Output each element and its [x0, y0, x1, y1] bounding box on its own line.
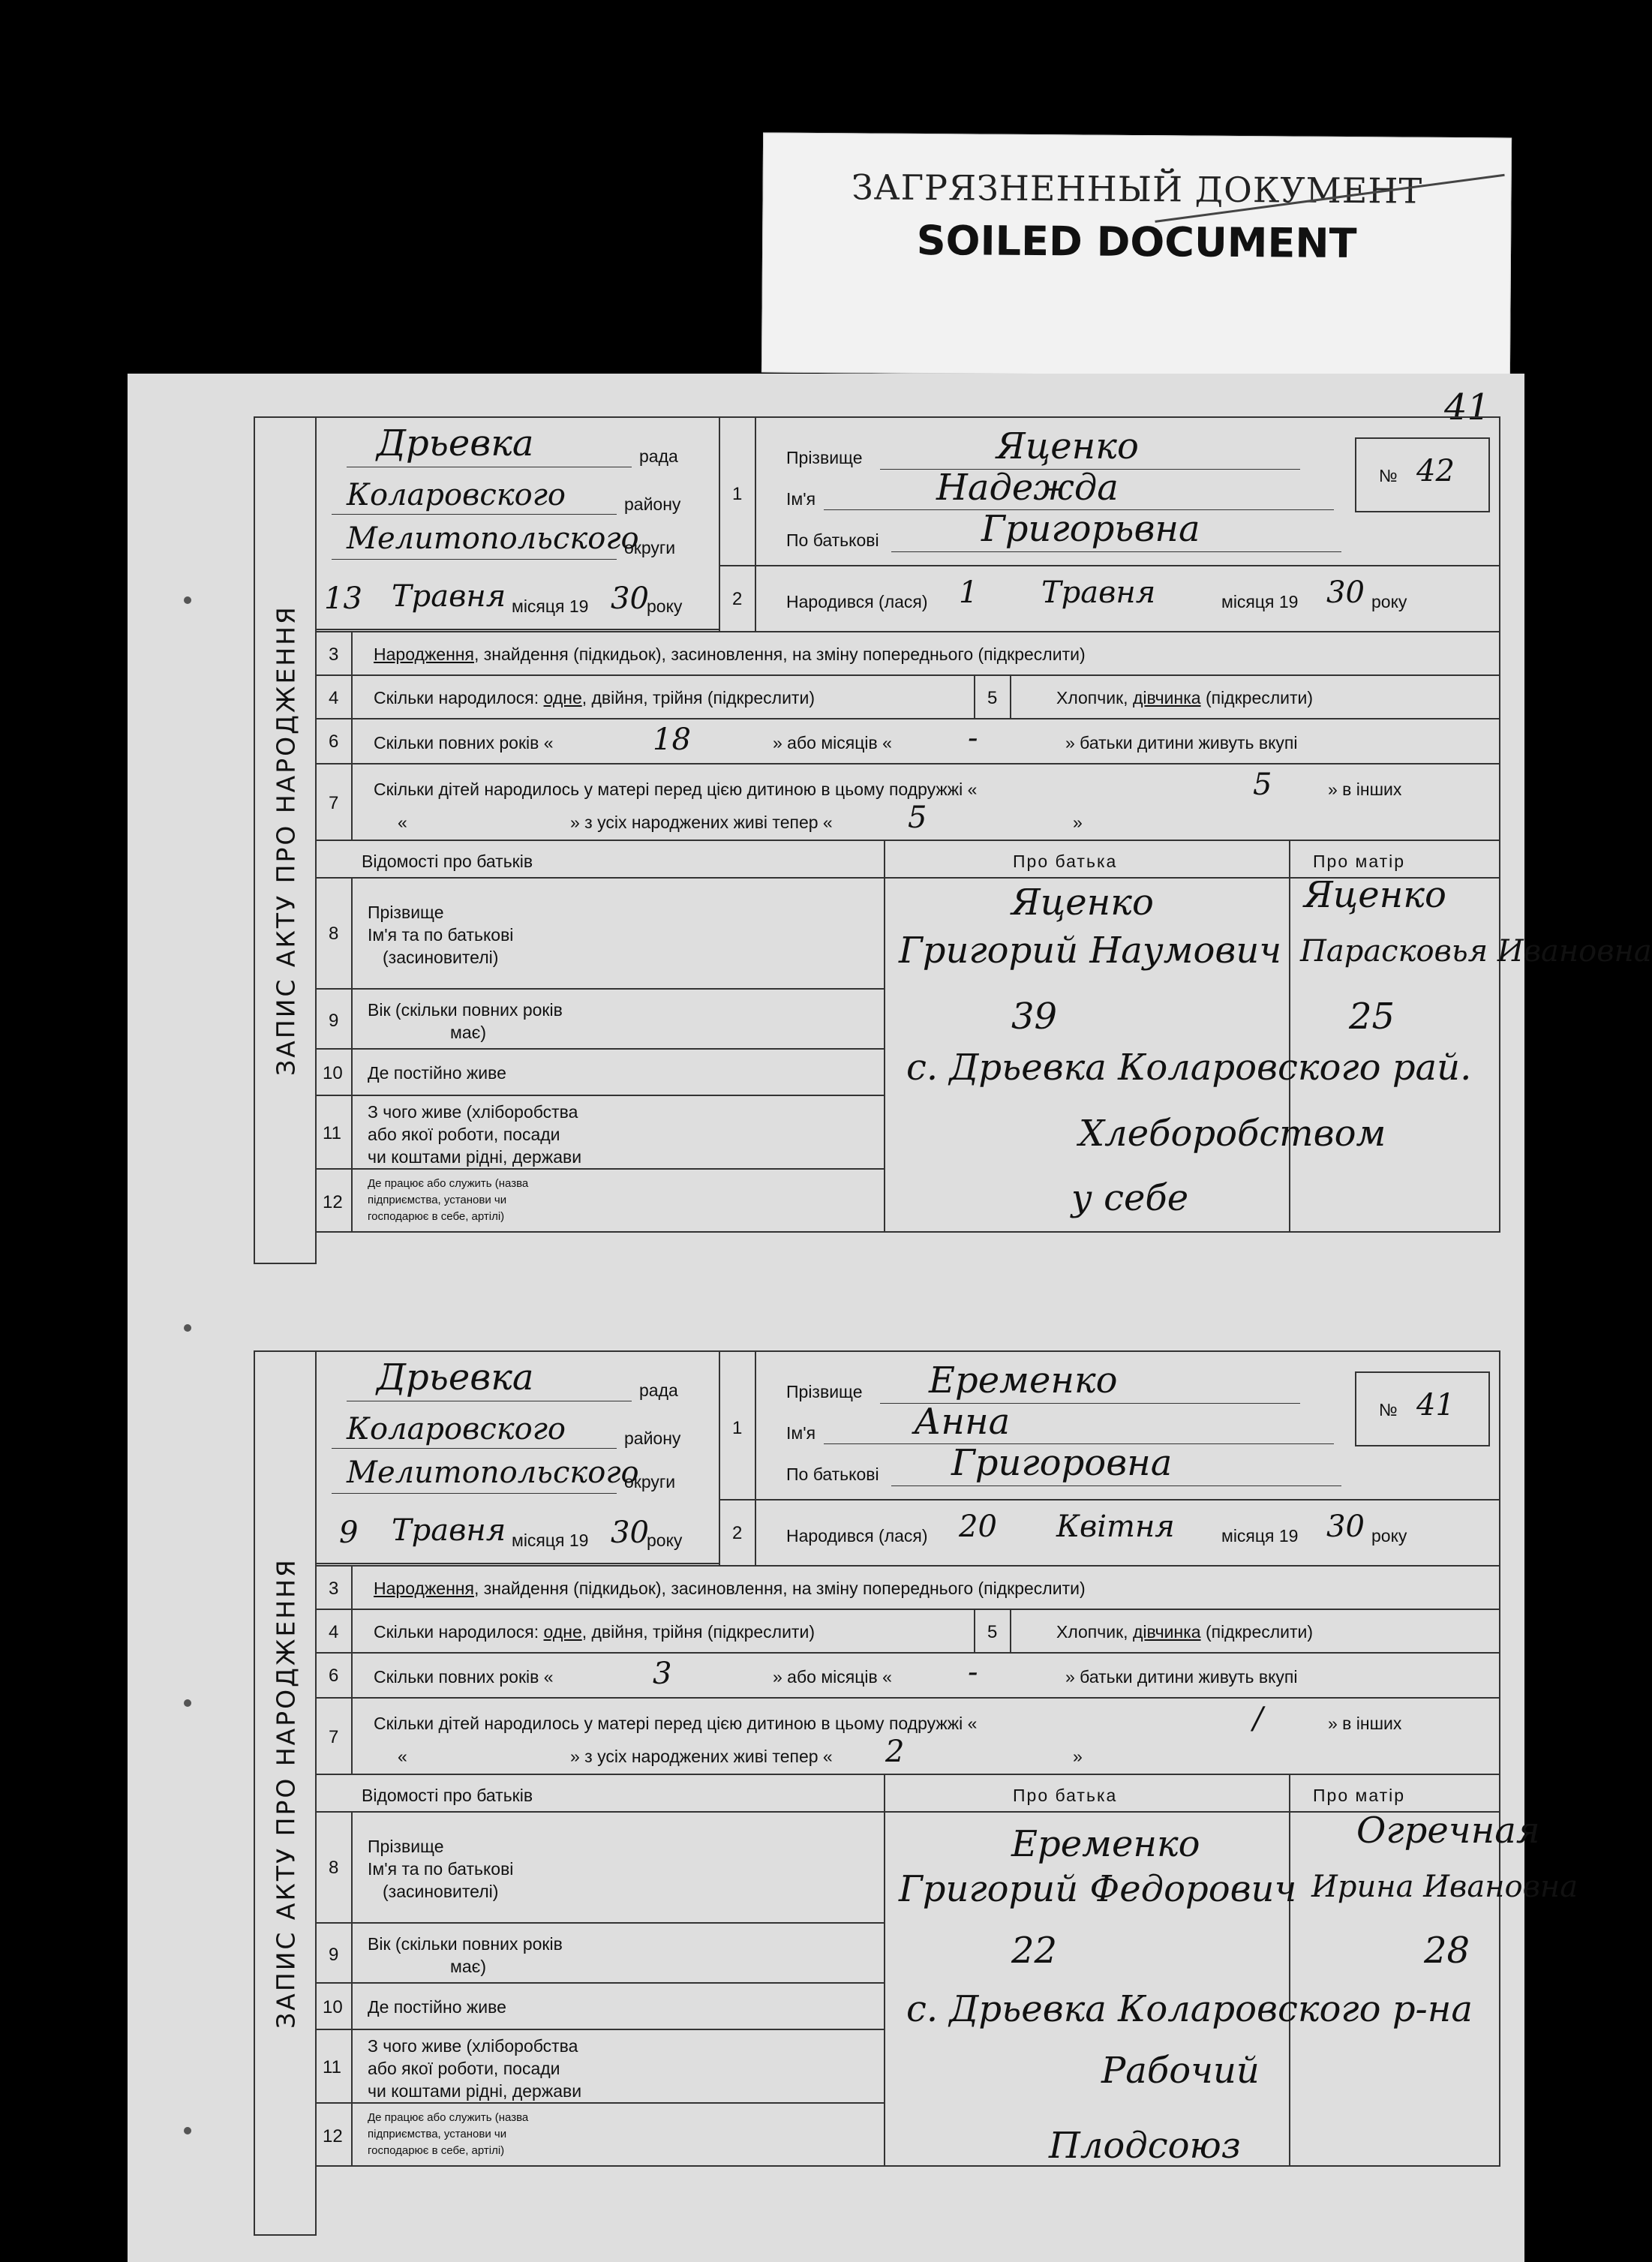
row5-rest: (підкреслити) — [1200, 1622, 1314, 1642]
row-number-2: 2 — [732, 1523, 743, 1543]
r8-b: Ім'я та по батькові — [368, 925, 514, 945]
row7-quote-end: » — [1073, 813, 1083, 832]
father-name: Григорий Наумович — [899, 930, 1282, 972]
record-number-label: № — [1379, 1400, 1398, 1419]
row7-quote: « — [398, 1747, 407, 1766]
birth-month: Квітня — [1056, 1510, 1175, 1544]
mother-header: Про матір — [1313, 852, 1406, 871]
row-number-5: 5 — [987, 688, 998, 708]
row-number-6: 6 — [329, 731, 339, 752]
reg-year: 30 — [611, 1516, 649, 1550]
row7-other-label: » в інших — [1328, 1714, 1402, 1733]
row4-rest: , двійня, трійня (підкреслити) — [581, 688, 815, 707]
reg-year: 30 — [611, 581, 649, 616]
registration-block — [315, 1350, 720, 1564]
row4-label: Скільки народилося: — [374, 1622, 544, 1642]
r11-a: З чого живе (хліборобства — [368, 2036, 578, 2056]
record-number-box — [1355, 1371, 1490, 1446]
name-label: Ім'я — [786, 489, 816, 509]
row7-quote: « — [398, 813, 407, 832]
name-label: Ім'я — [786, 1423, 816, 1443]
r11-c: чи коштами рідні, держави — [368, 1147, 582, 1167]
r8-c: (засиновителі) — [383, 1882, 499, 1901]
birth-month-label: місяця 19 — [1221, 592, 1299, 611]
row5-rest: (підкреслити) — [1200, 688, 1314, 707]
row-number-5: 5 — [987, 1622, 998, 1642]
row-5 — [1010, 1609, 1500, 1654]
r10: Де постійно живе — [368, 1063, 506, 1083]
okruh-value: Мелитопольского — [347, 521, 639, 556]
r12-b: підприємства, установи чи — [368, 2128, 507, 2140]
row5-label: Хлопчик, — [1056, 688, 1133, 707]
raion-value: Коларовского — [347, 478, 566, 512]
children-before: 5 — [1253, 768, 1272, 802]
r11-a: З чого живе (хліборобства — [368, 1102, 578, 1122]
row-8-label — [351, 877, 885, 990]
row-number-4: 4 — [329, 1622, 339, 1642]
birth-type-selected: Народження — [374, 1579, 474, 1598]
r8-a: Прізвище — [368, 1837, 444, 1856]
children-alive: 5 — [908, 801, 927, 835]
punch-hole — [184, 1699, 191, 1707]
row-3 — [351, 631, 1500, 676]
r12-a: Де працює або служить (назва — [368, 1177, 529, 1190]
row-4 — [351, 1609, 975, 1654]
row4-rest: , двійня, трійня (підкреслити) — [581, 1622, 815, 1642]
father-surname: Еременко — [1011, 1823, 1200, 1865]
row-number-10: 10 — [323, 1997, 343, 2017]
reg-year-label: року — [647, 1531, 683, 1550]
r8-a: Прізвище — [368, 903, 444, 922]
okruh-value: Мелитопольского — [347, 1455, 639, 1490]
r12-b: підприємства, установи чи — [368, 1194, 507, 1206]
reg-day: 9 — [339, 1516, 359, 1550]
side-title-cell — [254, 1350, 317, 2236]
patronymic-label: По батькові — [786, 1464, 879, 1484]
birth-year: 30 — [1326, 1510, 1365, 1544]
birth-record-2 — [254, 1350, 1578, 2243]
mother-name: Ирина Ивановна — [1311, 1870, 1578, 1904]
stamp-text-en: SOILED DOCUMENT — [916, 216, 1357, 268]
r9-b: має) — [450, 1957, 486, 1976]
children-alive: 2 — [885, 1735, 905, 1769]
r11-c: чи коштами рідні, держави — [368, 2081, 582, 2101]
r11-b: або якої роботи, посади — [368, 1125, 560, 1144]
birth-day: 1 — [959, 575, 978, 610]
row-number-10: 10 — [323, 1063, 343, 1083]
r9-b: має) — [450, 1023, 486, 1042]
row7-alive-label: » з усіх народжених живі тепер « — [570, 1747, 833, 1766]
rada-label: рада — [639, 1380, 678, 1400]
born-label: Народився (лася) — [786, 592, 928, 611]
side-title: ЗАПИС АКТУ ПРО НАРОДЖЕННЯ — [271, 605, 301, 1076]
birth-date-block — [755, 1499, 1500, 1567]
occupation: Хлеборобством — [1079, 1113, 1386, 1155]
row6-label: Скільки повних років « — [374, 733, 554, 752]
name-value: Надежда — [936, 467, 1119, 509]
birth-type-selected: Народження — [374, 644, 474, 664]
row-6 — [351, 718, 1500, 765]
row5-selected: дівчинка — [1132, 688, 1201, 707]
row7-other-label: » в інших — [1328, 780, 1402, 799]
years-together: 3 — [653, 1657, 672, 1691]
row-number-8: 8 — [329, 1858, 339, 1878]
patronymic-label: По батькові — [786, 530, 879, 550]
mother-age: 25 — [1349, 996, 1395, 1038]
row-number-3: 3 — [329, 644, 339, 665]
row4-selected: одне — [543, 688, 582, 707]
rada-value: Дрьевка — [377, 422, 534, 464]
mother-header: Про матір — [1313, 1786, 1406, 1805]
mother-name: Парасковья Ивановна — [1300, 934, 1652, 969]
row-number-3: 3 — [329, 1579, 339, 1599]
row7-quote-end: » — [1073, 1747, 1083, 1766]
row6-rest: » батьки дитини живуть вкупі — [1065, 733, 1298, 752]
months-together: - — [968, 1655, 978, 1690]
record-number-box — [1355, 437, 1490, 512]
row-number-11: 11 — [323, 1123, 341, 1143]
row6-label: Скільки повних років « — [374, 1667, 554, 1687]
soiled-document-stamp — [761, 133, 1512, 378]
row-number-2: 2 — [732, 589, 743, 609]
record-number-value: 41 — [1416, 1388, 1455, 1422]
row-number-12: 12 — [323, 2126, 343, 2146]
row7-alive-label: » з усіх народжених живі тепер « — [570, 813, 833, 832]
reg-month-label: місяця 19 — [512, 596, 589, 616]
row7-label: Скільки дітей народилось у матері перед цією дитиною в цьому подружжі « — [374, 1714, 978, 1733]
workplace: Плодсоюз — [1049, 2125, 1241, 2167]
r9-a: Вік (скільки повних років — [368, 1934, 563, 1954]
father-header: Про батька — [1013, 1786, 1118, 1805]
row-number-4: 4 — [329, 688, 339, 708]
row-7 — [351, 1697, 1500, 1775]
r10: Де постійно живе — [368, 1997, 506, 2017]
birth-year-label: року — [1371, 1526, 1407, 1546]
birth-type-rest: , знайдення (підкидьок), засиновлення, на зміну попереднього (підкреслити) — [473, 644, 1086, 664]
parents-header-label-cell — [315, 840, 885, 879]
workplace: у себе — [1071, 1177, 1189, 1219]
row-number-8: 8 — [329, 924, 339, 944]
row-number-7: 7 — [329, 1727, 339, 1747]
surname-label: Прізвище — [786, 448, 863, 467]
child-name-block — [755, 416, 1500, 566]
years-together: 18 — [653, 722, 691, 757]
row-number-7: 7 — [329, 793, 339, 813]
r9-a: Вік (скільки повних років — [368, 1000, 563, 1020]
birth-month: Травня — [1041, 575, 1156, 610]
reg-month: Травня — [392, 579, 506, 614]
row5-label: Хлопчик, — [1056, 1622, 1133, 1642]
raion-label: району — [624, 494, 681, 514]
row6-rest: » батьки дитини живуть вкупі — [1065, 1667, 1298, 1687]
side-title-cell — [254, 416, 317, 1264]
raion-label: району — [624, 1428, 681, 1448]
patronymic-value: Григоровна — [951, 1442, 1173, 1484]
reg-month-label: місяця 19 — [512, 1531, 589, 1550]
r12-c: господарює в себе, артілі) — [368, 2144, 505, 2157]
name-value: Анна — [914, 1401, 1011, 1443]
birth-year-label: року — [1371, 592, 1407, 611]
occupation: Рабочий — [1101, 2050, 1260, 2092]
punch-hole — [184, 2127, 191, 2134]
punch-hole — [184, 1324, 191, 1332]
row7-label: Скільки дітей народилось у матері перед цією дитиною в цьому подружжі « — [374, 780, 978, 799]
birth-type-rest: , знайдення (підкидьок), засиновлення, на зміну попереднього (підкреслити) — [473, 1579, 1086, 1598]
birth-date-block — [755, 565, 1500, 632]
row-7 — [351, 763, 1500, 841]
surname-value: Яценко — [996, 425, 1139, 467]
rada-value: Дрьевка — [377, 1356, 534, 1398]
row6-months-label: » або місяців « — [773, 1667, 892, 1687]
row6-months-label: » або місяців « — [773, 733, 892, 752]
row-6 — [351, 1652, 1500, 1699]
surname-label: Прізвище — [786, 1382, 863, 1401]
born-label: Народився (лася) — [786, 1526, 928, 1546]
parents-header-label: Відомості про батьків — [362, 852, 533, 871]
stamp-text-ru: ЗАГРЯЗНЕННЫЙ ДОКУМЕНТ — [851, 167, 1423, 212]
row-3 — [351, 1565, 1500, 1610]
row-4 — [351, 674, 975, 719]
father-name: Григорий Федорович — [899, 1868, 1297, 1910]
mother-surname: Яценко — [1304, 874, 1446, 916]
mother-age: 28 — [1424, 1930, 1470, 1972]
father-surname: Яценко — [1011, 882, 1154, 924]
raion-value: Коларовского — [347, 1412, 566, 1446]
row4-selected: одне — [543, 1622, 582, 1642]
r8-b: Ім'я та по батькові — [368, 1859, 514, 1879]
r12-a: Де працює або служить (назва — [368, 2111, 529, 2124]
surname-value: Еременко — [929, 1359, 1118, 1401]
okruh-label: округи — [624, 1472, 676, 1491]
row-number-9: 9 — [329, 1011, 339, 1031]
registration-block — [315, 416, 720, 630]
father-age: 39 — [1011, 996, 1058, 1038]
row-number-11: 11 — [323, 2057, 341, 2077]
row-number-1: 1 — [732, 484, 743, 504]
r11-b: або якої роботи, посади — [368, 2059, 560, 2078]
birth-month-label: місяця 19 — [1221, 1526, 1299, 1546]
father-age: 22 — [1011, 1930, 1058, 1972]
row4-label: Скільки народилося: — [374, 688, 544, 707]
row-number-6: 6 — [329, 1666, 339, 1686]
birth-year: 30 — [1326, 575, 1365, 610]
row-number-12: 12 — [323, 1192, 343, 1212]
birth-day: 20 — [959, 1510, 997, 1544]
page-number: 41 — [1444, 386, 1491, 428]
row-5 — [1010, 674, 1500, 719]
child-name-block — [755, 1350, 1500, 1500]
residence: с. Дрьевка Коларовского рай. — [906, 1047, 1472, 1089]
parents-header-label: Відомості про батьків — [362, 1786, 533, 1805]
months-together: - — [968, 721, 978, 756]
reg-month: Травня — [392, 1513, 506, 1548]
mother-surname: Огречная — [1356, 1810, 1540, 1852]
birth-record-1 — [254, 416, 1652, 1309]
reg-year-label: року — [647, 596, 683, 616]
children-before: / — [1253, 1702, 1263, 1736]
row-number-9: 9 — [329, 1945, 339, 1965]
father-header: Про батька — [1013, 852, 1118, 871]
reg-day: 13 — [324, 581, 362, 616]
patronymic-value: Григорьвна — [981, 508, 1200, 550]
row-number-1: 1 — [732, 1418, 743, 1438]
okruh-label: округи — [624, 538, 676, 557]
row5-selected: дівчинка — [1132, 1622, 1201, 1642]
record-number-label: № — [1379, 466, 1398, 485]
punch-hole — [184, 596, 191, 604]
rada-label: рада — [639, 446, 678, 466]
residence: с. Дрьевка Коларовского р-на — [906, 1988, 1473, 2030]
r8-c: (засиновителі) — [383, 948, 499, 967]
r12-c: господарює в себе, артілі) — [368, 1210, 505, 1223]
side-title: ЗАПИС АКТУ ПРО НАРОДЖЕННЯ — [271, 1558, 301, 2029]
record-number-value: 42 — [1416, 454, 1455, 488]
